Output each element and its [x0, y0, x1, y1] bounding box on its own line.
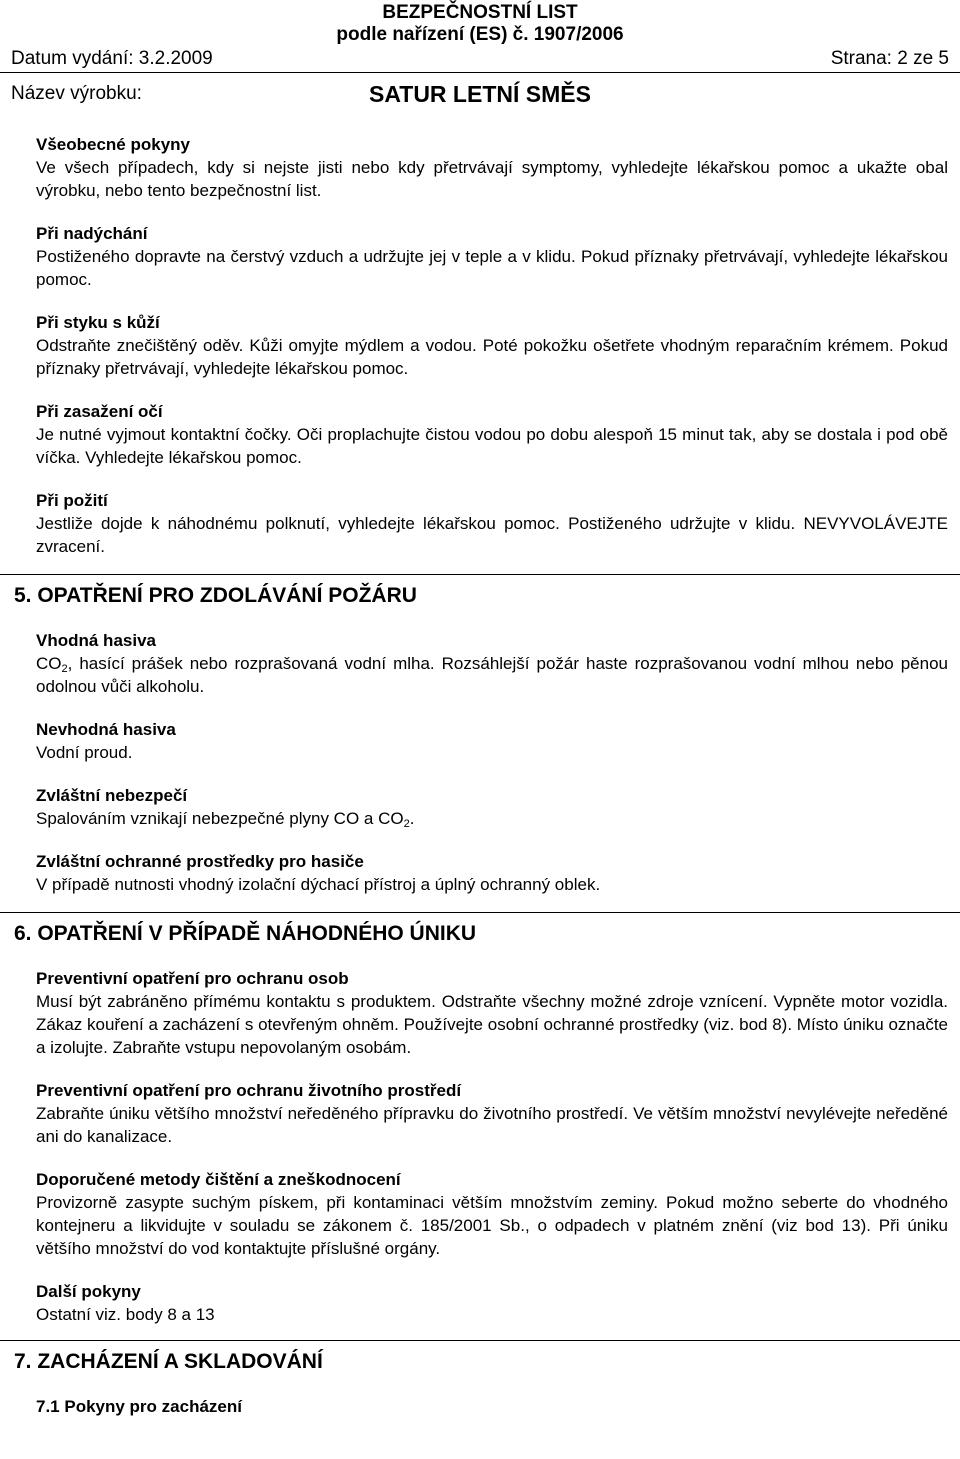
section-heading: Při styku s kůží — [36, 313, 160, 332]
cleanup-methods — [36, 1168, 948, 1260]
section-text: V případě nutnosti vhodný izolační dýchací přístroj a úplný ochranný oblek. — [36, 875, 601, 894]
section-text: Jestliže dojde k náhodnému polknutí, vyhledejte lékařskou pomoc. Postiženého udržujte v klidu. NEVYVOLÁVEJTE zvracení. — [36, 514, 948, 556]
document-body — [14, 133, 948, 1418]
section-heading: Preventivní opatření pro ochranu životního prostředí — [36, 1081, 462, 1100]
other-instructions — [36, 1280, 948, 1326]
section-heading: Všeobecné pokyny — [36, 135, 191, 154]
section-text: Ve všech případech, kdy si nejste jisti nebo kdy přetrvávají symptomy, vyhledejte lékařskou pomoc a ukažte obal výrobku, nebo tento bezpečnostní list. — [36, 158, 948, 200]
section-heading: 7.1 Pokyny pro zacházení — [36, 1397, 242, 1416]
section-title: 7. ZACHÁZENÍ A SKLADOVÁNÍ — [14, 1350, 323, 1373]
document-title: BEZPEČNOSTNÍ LIST — [382, 2, 578, 23]
environmental-precautions — [36, 1079, 948, 1148]
subscript: 2 — [403, 818, 410, 830]
personal-precautions — [36, 967, 948, 1059]
section-5 — [0, 574, 960, 609]
text-part: . — [409, 809, 415, 828]
section-7 — [0, 1340, 960, 1375]
section-heading: Preventivní opatření pro ochranu osob — [36, 969, 349, 988]
product-label: Název výrobku: — [11, 83, 142, 104]
section-title: 6. OPATŘENÍ V PŘÍPADĚ NÁHODNÉHO ÚNIKU — [14, 922, 477, 945]
product-name: SATUR LETNÍ SMĚS — [369, 81, 591, 107]
first-aid-ingestion — [36, 489, 948, 558]
section-heading: Při nadýchání — [36, 224, 148, 243]
section-text — [36, 652, 948, 698]
page-number: Strana: 2 ze 5 — [830, 48, 949, 69]
section-6 — [0, 912, 960, 947]
section-heading: Při požití — [36, 491, 108, 510]
header-divider — [0, 72, 960, 73]
section-text: Vodní proud. — [36, 743, 133, 762]
section-heading: Další pokyny — [36, 1282, 141, 1301]
section-text: Musí být zabráněno přímému kontaktu s produktem. Odstraňte všechny možné zdroje vznícení. Vypněte motor vozidla. Zákaz kouření a zacházení s otevřeným ohněm. Používejte osobní ochranné prostředky (viz. bod 8). Místo úniku označte a izolujte. Zabraňte vstupu nepovolaným osobám. — [36, 992, 948, 1057]
regulation-subtitle: podle nařízení (ES) č. 1907/2006 — [336, 24, 624, 45]
section-heading: Vhodná hasiva — [36, 631, 156, 650]
section-heading: Nevhodná hasiva — [36, 720, 176, 739]
section-heading: Zvláštní nebezpečí — [36, 786, 188, 805]
section-heading: Zvláštní ochranné prostředky pro hasiče — [36, 852, 364, 871]
issue-date: Datum vydání: 3.2.2009 — [11, 48, 213, 69]
first-aid-general — [36, 133, 948, 202]
text-part: CO — [36, 654, 62, 673]
section-text: Postiženého dopravte na čerstvý vzduch a udržujte jej v teple a v klidu. Pokud příznaky přetrvávají, vyhledejte lékařskou pomoc. — [36, 247, 948, 289]
section-text: Odstraňte znečištěný oděv. Kůži omyjte mýdlem a vodou. Poté pokožku ošetřete vhodným reparačním krémem. Pokud příznaky přetrvávají, vyhledejte lékařskou pomoc. — [36, 336, 948, 378]
section-heading: Při zasažení očí — [36, 402, 163, 421]
section-text: Provizorně zasypte suchým pískem, při kontaminaci větším množstvím zeminy. Pokud možno seberte do vhodného kontejneru a likvidujte v souladu se zákonem č. 185/2001 Sb., o odpadech v platném znění (viz bod 13). Při úniku většího množství do vod kontaktujte příslušné orgány. — [36, 1193, 948, 1258]
special-hazards — [36, 784, 948, 830]
section-heading: Doporučené metody čištění a zneškodnocení — [36, 1170, 401, 1189]
first-aid-eyes — [36, 400, 948, 469]
subscript: 2 — [61, 663, 68, 675]
section-title: 5. OPATŘENÍ PRO ZDOLÁVÁNÍ POŽÁRU — [14, 584, 417, 607]
firefighter-equipment — [36, 850, 948, 896]
section-text — [36, 807, 948, 830]
section-text: Je nutné vyjmout kontaktní čočky. Oči proplachujte čistou vodou po dobu alespoň 15 minut tak, aby se dostala i pod obě víčka. Vyhledejte lékařskou pomoc. — [36, 425, 948, 467]
first-aid-skin — [36, 311, 948, 380]
header-meta-row — [11, 48, 949, 70]
section-text: Ostatní viz. body 8 a 13 — [36, 1305, 215, 1324]
unsuitable-extinguishers — [36, 718, 948, 764]
suitable-extinguishers — [36, 629, 948, 698]
section-text: Zabraňte úniku většího množství neředěného přípravku do životního prostředí. Ve větším množství nevylévejte neředěné ani do kanalizace. — [36, 1104, 948, 1146]
first-aid-inhalation — [36, 222, 948, 291]
text-part: Spalováním vznikají nebezpečné plyny CO a CO — [36, 809, 404, 828]
handling-instructions — [36, 1395, 948, 1418]
text-part: , hasící prášek nebo rozprašovaná vodní mlha. Rozsáhlejší požár haste rozprašovanou vodní mlhou nebo pěnou odolnou vůči alkoholu. — [36, 654, 948, 696]
